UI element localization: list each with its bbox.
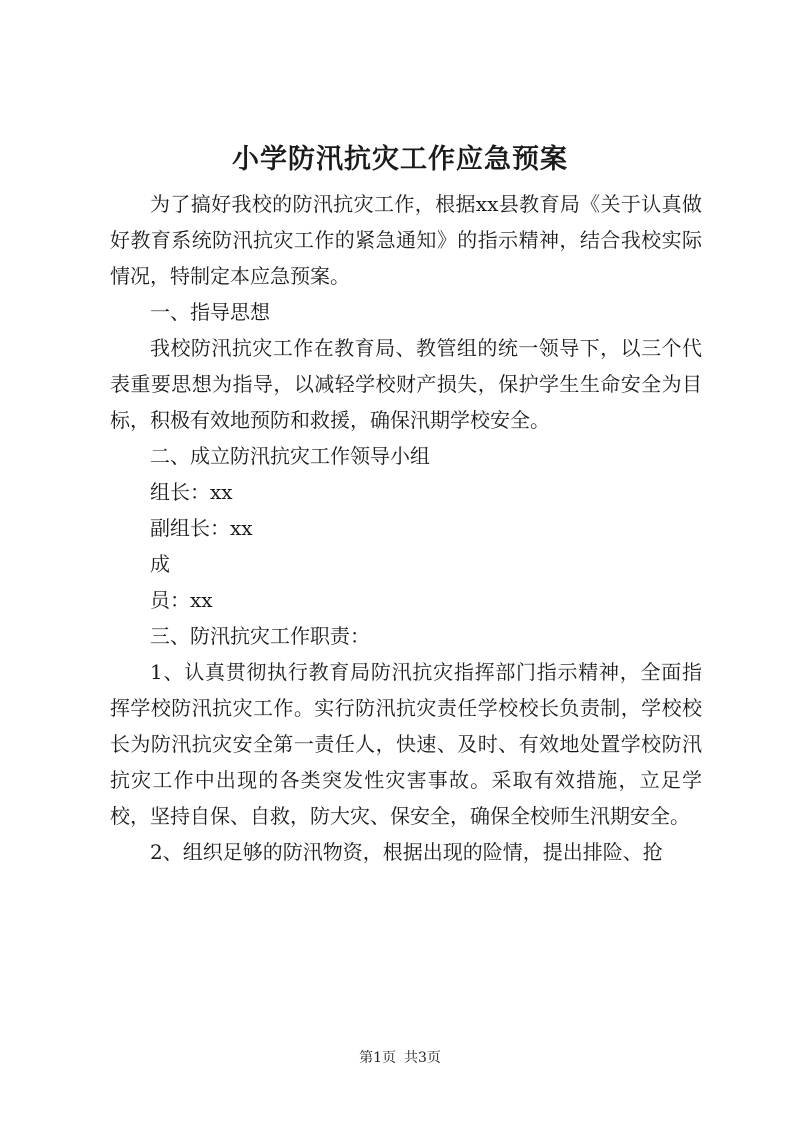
- member-value-line: 员：xx: [150, 588, 213, 612]
- deputy-leader-line: 副组长：xx: [150, 516, 253, 540]
- section-heading-guiding-thought: 一、指导思想: [150, 300, 270, 324]
- group-leader-line: 组长：xx: [150, 480, 233, 504]
- duty-item-2: 2、组织足够的防汛物资，根据出现的险情，提出排险、抢: [150, 840, 663, 864]
- page-total: 共3页: [404, 1050, 441, 1066]
- guiding-thought-paragraph: 我校防汛抗灾工作在教育局、教管组的统一领导下，以三个代表重要思想为指导，以减轻学校财产损失，保护学生生命安全为目标，积极有效地预防和救援，确保汛期学校安全。: [110, 336, 702, 432]
- section-heading-duties: 三、防汛抗灾工作职责：: [150, 624, 370, 648]
- page-footer: [0, 1048, 800, 1068]
- section-heading-leadership-group: 二、成立防汛抗灾工作领导小组: [150, 444, 430, 468]
- document-title: 小学防汛抗灾工作应急预案: [232, 144, 568, 175]
- member-label-line: 成: [150, 552, 170, 576]
- duty-item-1: 1、认真贯彻执行教育局防汛抗灾指挥部门指示精神，全面指挥学校防汛抗灾工作。实行防汛抗灾责任学校校长负责制，学校校长为防汛抗灾安全第一责任人，快速、及时、有效地处置学校防汛抗灾工作中出现的各类突发性灾害事故。采取有效措施，立足学校，坚持自保、自救，防大灾、保安全，确保全校师生汛期安全。: [110, 660, 702, 828]
- document-body: [110, 186, 702, 870]
- intro-paragraph: 为了搞好我校的防汛抗灾工作，根据xx县教育局《关于认真做好教育系统防汛抗灾工作的紧急通知》的指示精神，结合我校实际情况，特制定本应急预案。: [110, 192, 702, 288]
- page-number: 第1页: [359, 1050, 396, 1066]
